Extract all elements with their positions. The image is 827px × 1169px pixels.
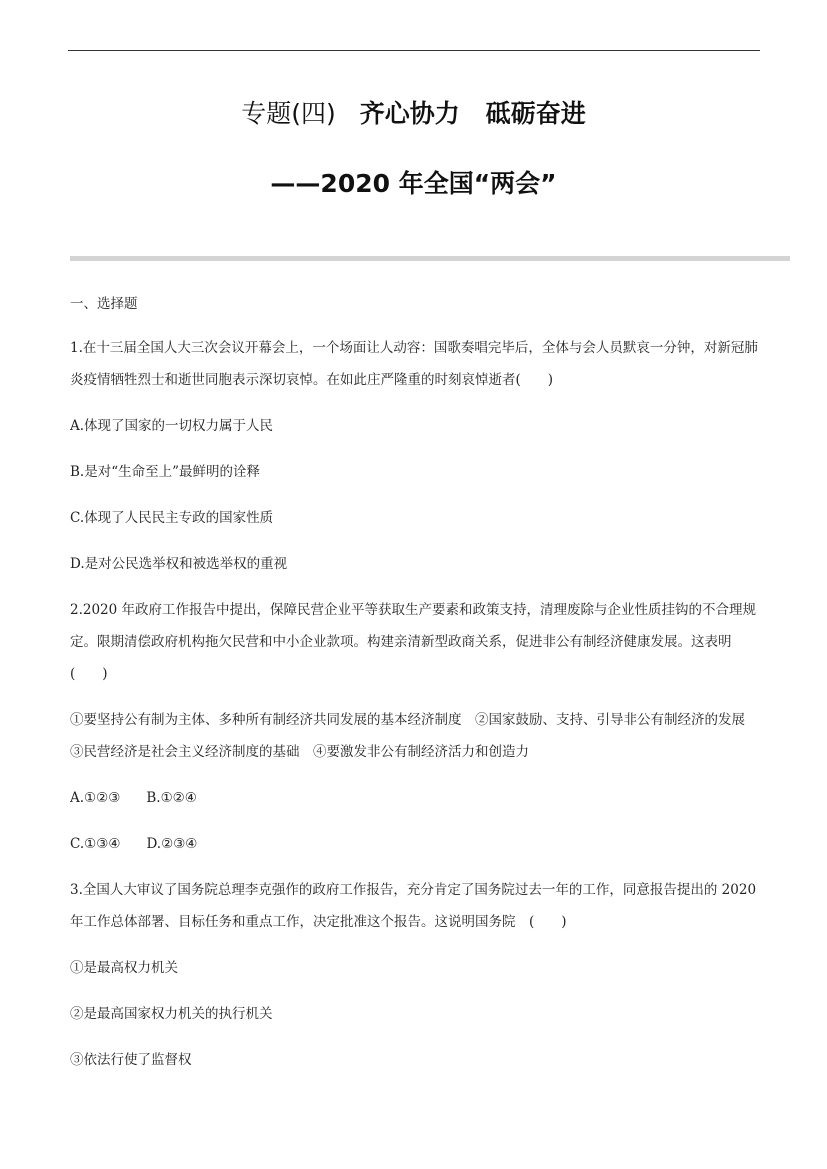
question-2-option-c: C.①③④ xyxy=(70,836,121,852)
document-body xyxy=(70,288,760,1090)
question-3-statement-2: ②是最高国家权力机关的执行机关 xyxy=(70,1006,273,1022)
question-2-options-row-1 xyxy=(70,782,760,814)
question-1-stem: 1.在十三届全国人大三次会议开幕会上，一个场面让人动容：国歌奏唱完毕后，全体与会人员默哀一分钟，对新冠肺炎疫情牺牲烈士和逝世同胞表示深切哀悼。在如此庄严隆重的时刻哀悼逝者( ) xyxy=(70,340,758,388)
title-prefix: 专题(四) xyxy=(241,99,336,128)
question-2-options-row-2 xyxy=(70,828,760,860)
question-2-option-a: A.①②③ xyxy=(70,790,121,806)
question-1-option-c: C.体现了人民民主专政的国家性质 xyxy=(70,510,274,526)
question-1-option-a: A.体现了国家的一切权力属于人民 xyxy=(70,418,274,434)
page-subtitle: ——2020 年全国“两会” xyxy=(270,169,557,198)
question-2-option-b: B.①②④ xyxy=(146,790,197,806)
question-1-option-d: D.是对公民选举权和被选举权的重视 xyxy=(70,556,288,572)
header-rule xyxy=(68,50,760,51)
question-2-stem: 2.2020 年政府工作报告中提出，保障民营企业平等获取生产要素和政策支持，清理废除与企业性质挂钩的不合理规定。限期清偿政府机构拖欠民营和中小企业款项。构建亲清新型政商关系，促进非公有制经济健康发展。这表明 ( ) xyxy=(70,602,757,682)
question-2-statements: ①要坚持公有制为主体、多种所有制经济共同发展的基本经济制度 ②国家鼓励、支持、引导非公有制经济的发展 ③民营经济是社会主义经济制度的基础 ④要激发非公有制经济活力和创造力 xyxy=(70,712,759,760)
question-3-statement-1: ①是最高权力机关 xyxy=(70,960,178,976)
title-part1: 齐心协力 xyxy=(359,99,460,128)
section-heading: 一、选择题 xyxy=(70,296,138,312)
question-2-option-d: D.②③④ xyxy=(146,836,198,852)
title-part2: 砥砺奋进 xyxy=(485,99,586,128)
question-3-stem: 3.全国人大审议了国务院总理李克强作的政府工作报告，充分肯定了国务院过去一年的工作，同意报告提出的 2020 年工作总体部署、目标任务和重点工作，决定批准这个报告。这说明国务院 ( ) xyxy=(70,882,757,930)
title-divider xyxy=(70,256,790,261)
question-1-option-b: B.是对“生命至上”最鲜明的诠释 xyxy=(70,464,261,480)
page-title xyxy=(0,94,827,130)
question-3-statement-3: ③依法行使了监督权 xyxy=(70,1052,192,1068)
